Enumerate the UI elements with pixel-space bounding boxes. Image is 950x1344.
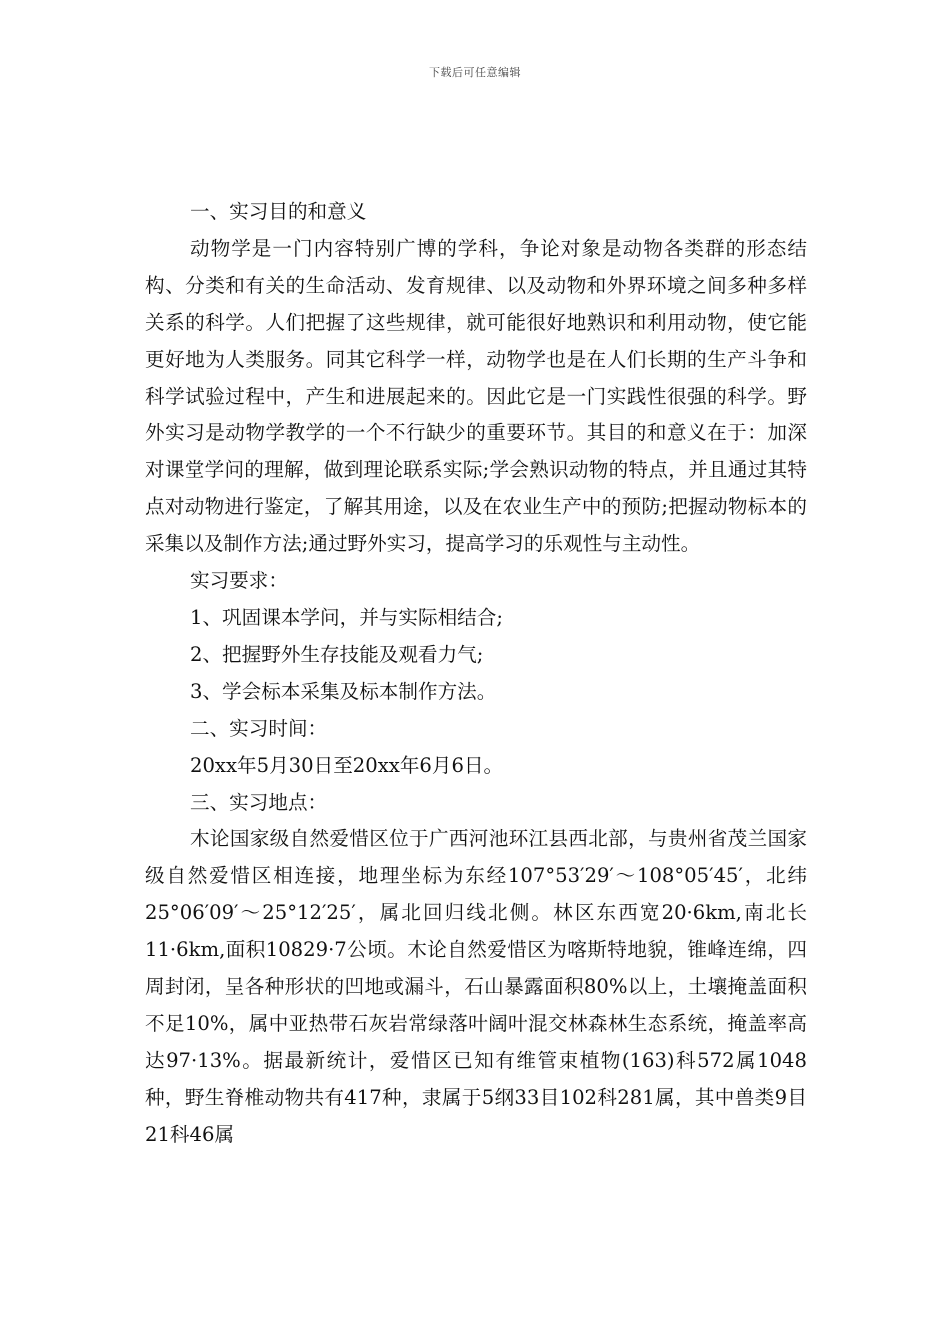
requirement-item: 2、把握野外生存技能及观看力气;: [190, 642, 484, 666]
section1-paragraph: 动物学是一门内容特别广博的学科，争论对象是动物各类群的形态结构、分类和有关的生命活动、发育规律、以及动物和外界环境之间多种多样关系的科学。人们把握了这些规律，就可能很好地熟识和利用动物，使它能更好地为人类服务。同其它科学一样，动物学也是在人们长期的生产斗争和科学试验过程中，产生和进展起来的。因此它是一门实践性很强的科学。野外实习是动物学教学的一个不行缺少的重要环节。其目的和意义在于：加深对课堂学问的理解，做到理论联系实际;学会熟识动物的特点，并且通过其特点对动物进行鉴定，了解其用途，以及在农业生产中的预防;把握动物标本的采集以及制作方法;通过野外实习，提高学习的乐观性与主动性。: [145, 236, 807, 556]
section3-paragraph: 木论国家级自然爱惜区位于广西河池环江县西北部，与贵州省茂兰国家级自然爱惜区相连接，地理坐标为东经107°53′29′～108°05′45′，北纬25°06′09′～25°12′25′，属北回归线北侧。林区东西宽20·6km,南北长11·6km,面积10829·7公顷。木论自然爱惜区为喀斯特地貌，锥峰连绵，四周封闭，呈各种形状的凹地或漏斗，石山暴露面积80%以上，土壤掩盖面积不足10%，属中亚热带石灰岩常绿落叶阔叶混交林森林生态系统，掩盖率高达97·13%。据最新统计，爱惜区已知有维管束植物(163)科572属1048种，野生脊椎动物共有417种，隶属于5纲33目102科281属，其中兽类9目21科46属: [145, 827, 807, 1146]
section2-text: 20xx年5月30日至20xx年6月6日。: [190, 753, 504, 777]
requirements-heading: 实习要求：: [190, 569, 288, 593]
section1-heading: 一、实习目的和意义: [190, 200, 367, 223]
page-header: 下载后可任意编辑: [429, 66, 521, 79]
requirement-item: 1、巩固课本学问，并与实际相结合;: [190, 605, 503, 629]
document-body: [145, 194, 807, 1154]
section3-heading: 三、实习地点：: [190, 790, 328, 814]
section2-heading: 二、实习时间：: [190, 716, 328, 740]
requirement-item: 3、学会标本采集及标本制作方法。: [190, 679, 497, 703]
